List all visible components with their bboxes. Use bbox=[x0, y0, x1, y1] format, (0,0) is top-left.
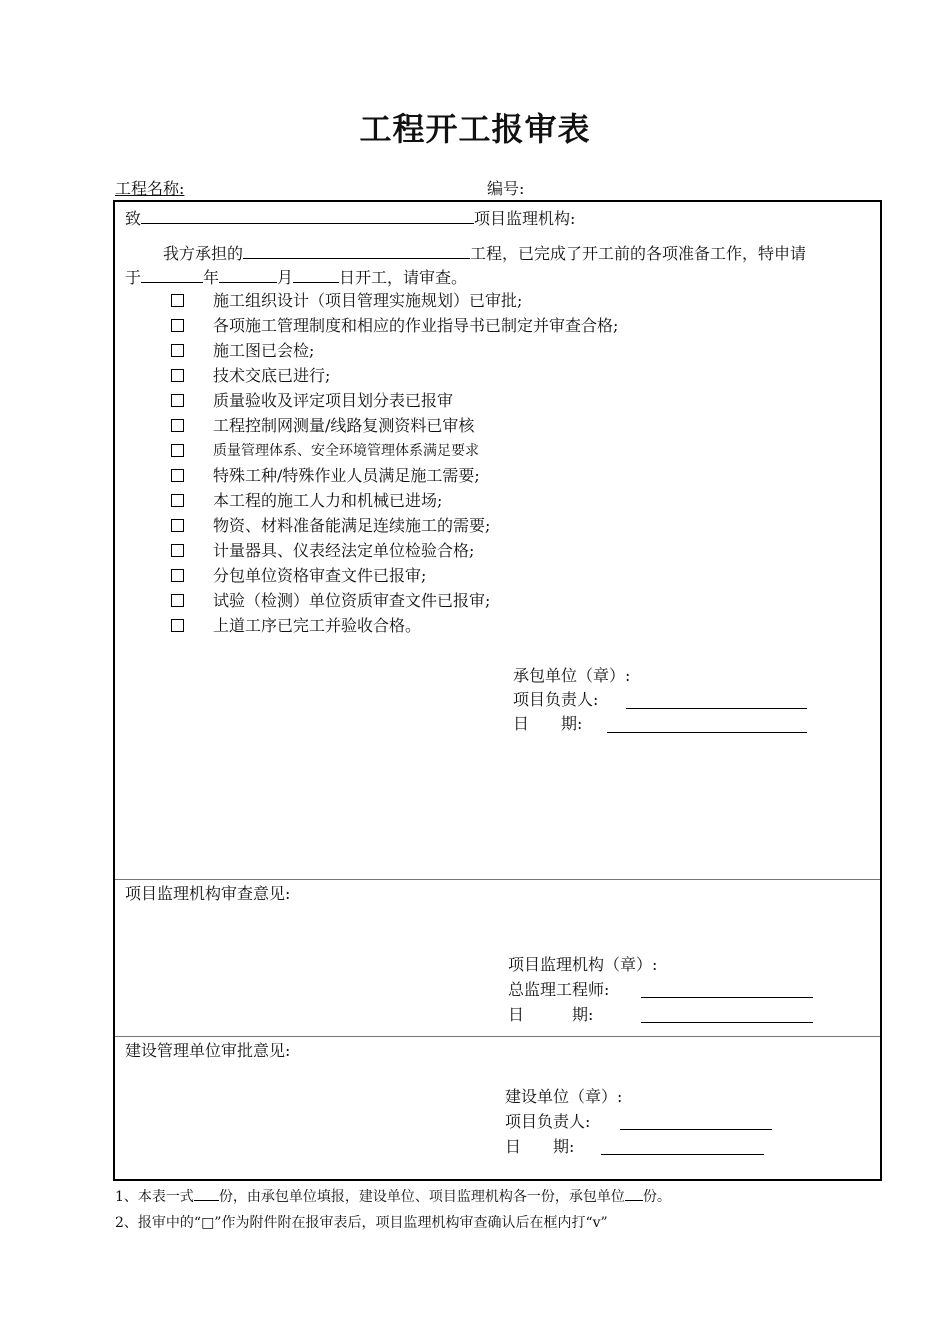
checkbox[interactable] bbox=[171, 519, 184, 532]
checklist-item-label: 工程控制网测量/线路复测资料已审核 bbox=[213, 416, 475, 435]
day-blank[interactable] bbox=[293, 266, 339, 283]
checkbox[interactable] bbox=[171, 444, 184, 457]
addressee-prefix: 致 bbox=[125, 209, 142, 228]
checklist-item-label: 计量器具、仪表经法定单位检验合格; bbox=[213, 541, 475, 560]
number-label: 编号: bbox=[487, 179, 525, 198]
checklist-item-label: 物资、材料准备能满足连续施工的需要; bbox=[213, 516, 491, 535]
contractor-seal-label: 承包单位（章）: bbox=[513, 666, 631, 685]
checkbox[interactable] bbox=[171, 394, 184, 407]
checkbox[interactable] bbox=[171, 619, 184, 632]
section-divider-2 bbox=[115, 1036, 880, 1037]
supervision-date-blank[interactable] bbox=[641, 1022, 813, 1023]
owner-manager-blank[interactable] bbox=[620, 1129, 772, 1130]
checklist-item-label: 各项施工管理制度和相应的作业指导书已制定并审查合格; bbox=[213, 316, 619, 335]
footnote-2: 2、报审中的“□”作为附件附在报审表后，项目监理机构审查确认后在框内打“v” bbox=[115, 1215, 608, 1231]
year-label: 年 bbox=[203, 268, 220, 287]
checklist-item-label: 质量验收及评定项目划分表已报审 bbox=[213, 391, 454, 410]
checklist-item-label: 上道工序已完工并验收合格。 bbox=[213, 616, 422, 635]
checklist-item-label: 特殊工种/特殊作业人员满足施工需要; bbox=[213, 466, 480, 485]
project-name-label: 工程名称: bbox=[115, 179, 185, 198]
checklist-item-label: 施工组织设计（项目管理实施规划）已审批; bbox=[213, 291, 523, 310]
owner-manager-label: 项目负责人: bbox=[505, 1112, 591, 1131]
checkbox[interactable] bbox=[171, 319, 184, 332]
checklist-item-label: 分包单位资格审查文件已报审; bbox=[213, 566, 427, 585]
supervision-seal-label: 项目监理机构（章）: bbox=[508, 955, 658, 974]
checkbox[interactable] bbox=[171, 594, 184, 607]
year-blank[interactable] bbox=[141, 266, 203, 283]
checkbox[interactable] bbox=[171, 369, 184, 382]
day-label: 日开工，请审查。 bbox=[339, 268, 468, 287]
section-divider-1 bbox=[115, 879, 880, 880]
addressee-line bbox=[125, 207, 575, 229]
form-title: 工程开工报审表 bbox=[359, 110, 591, 148]
chief-engineer-label: 总监理工程师: bbox=[508, 980, 610, 999]
month-blank[interactable] bbox=[219, 266, 277, 283]
checkbox[interactable] bbox=[171, 294, 184, 307]
checkbox[interactable] bbox=[171, 469, 184, 482]
checkbox[interactable] bbox=[171, 494, 184, 507]
checklist-item-label: 试验（检测）单位资质审查文件已报审; bbox=[213, 591, 491, 610]
date-prefix: 于 bbox=[125, 268, 142, 287]
addressee-blank[interactable] bbox=[141, 207, 474, 224]
owner-date-label: 日 期: bbox=[505, 1137, 575, 1156]
checklist-item-label: 质量管理体系、安全环境管理体系满足要求 bbox=[213, 443, 479, 459]
owner-approval-heading: 建设管理单位审批意见: bbox=[125, 1041, 291, 1060]
checklist-item-label: 本工程的施工人力和机械已进场; bbox=[213, 491, 443, 510]
addressee-suffix: 项目监理机构: bbox=[474, 209, 576, 228]
footnote-1 bbox=[115, 1186, 671, 1206]
footnote-1-text-a: 1、本表一式 bbox=[115, 1189, 194, 1205]
checkbox[interactable] bbox=[171, 544, 184, 557]
chief-engineer-blank[interactable] bbox=[641, 997, 813, 998]
contractor-date-label: 日 期: bbox=[513, 714, 583, 733]
contractor-manager-label: 项目负责人: bbox=[513, 690, 599, 709]
footnote-1-text-b: 份，由承包单位填报，建设单位、项目监理机构各一份，承包单位 bbox=[218, 1189, 625, 1205]
application-text-2: 工程，已完成了开工前的各项准备工作，特申请 bbox=[470, 244, 807, 263]
contractor-date-blank[interactable] bbox=[607, 732, 807, 733]
project-blank[interactable] bbox=[243, 242, 470, 259]
month-label: 月 bbox=[277, 268, 294, 287]
checkbox[interactable] bbox=[171, 419, 184, 432]
application-line-1 bbox=[163, 242, 806, 264]
checklist-item-label: 施工图已会检; bbox=[213, 341, 315, 360]
checkbox[interactable] bbox=[171, 569, 184, 582]
checkbox[interactable] bbox=[171, 344, 184, 357]
application-text-1: 我方承担的 bbox=[163, 244, 244, 263]
form-frame bbox=[113, 200, 882, 1181]
application-line-2 bbox=[125, 266, 467, 288]
owner-date-blank[interactable] bbox=[601, 1154, 764, 1155]
supervision-review-heading: 项目监理机构审查意见: bbox=[125, 884, 291, 903]
checklist-item-label: 技术交底已进行; bbox=[213, 366, 331, 385]
supervision-date-label: 日 期: bbox=[508, 1005, 594, 1024]
footnote-1-text-c: 份。 bbox=[642, 1189, 671, 1205]
copies-blank[interactable] bbox=[194, 1186, 219, 1201]
owner-seal-label: 建设单位（章）: bbox=[505, 1087, 623, 1106]
contractor-copies-blank[interactable] bbox=[625, 1186, 643, 1201]
contractor-manager-blank[interactable] bbox=[626, 708, 807, 709]
